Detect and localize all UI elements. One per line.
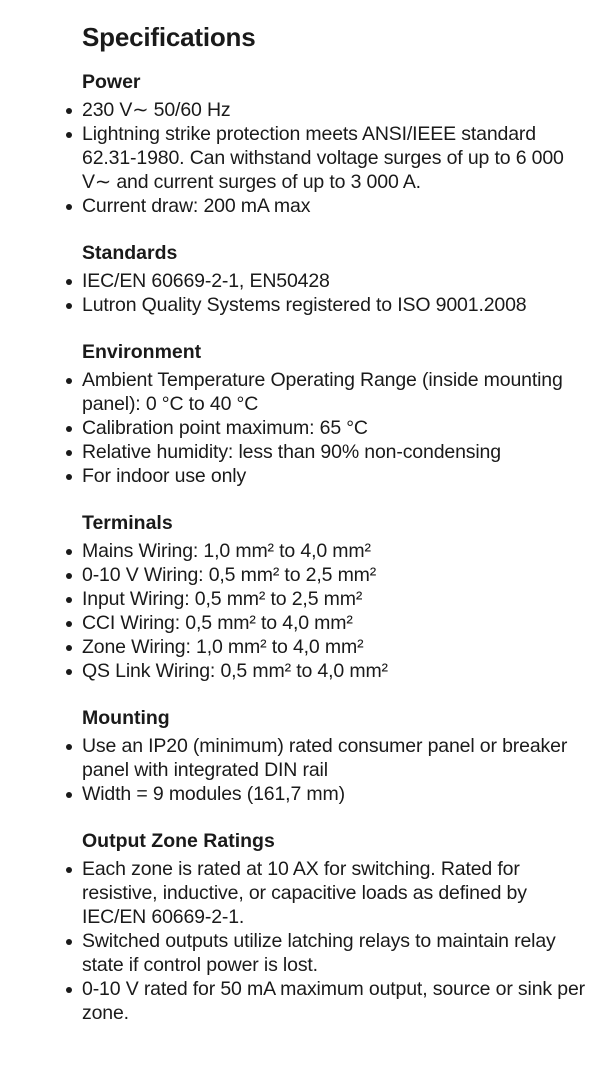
page-title: Specifications [82, 22, 256, 52]
section-environment [64, 340, 594, 488]
list-item: Each zone is rated at 10 AX for switching. Rated for resistive, inductive, or capacitive loads as defined by IEC/EN 60669-2-1. [64, 857, 594, 929]
bullet-list [64, 539, 594, 683]
list-item: QS Link Wiring: 0,5 mm² to 4,0 mm² [64, 659, 594, 683]
list-item: 230 V∼ 50/60 Hz [64, 98, 594, 122]
list-item: Relative humidity: less than 90% non-condensing [64, 440, 594, 464]
list-item: Lutron Quality Systems registered to ISO 9001.2008 [64, 293, 594, 317]
list-item: Input Wiring: 0,5 mm² to 2,5 mm² [64, 587, 594, 611]
list-item: Calibration point maximum: 65 °C [64, 416, 594, 440]
section-heading: Output Zone Ratings [82, 830, 275, 852]
list-item: CCI Wiring: 0,5 mm² to 4,0 mm² [64, 611, 594, 635]
list-item: Zone Wiring: 1,0 mm² to 4,0 mm² [64, 635, 594, 659]
section-heading: Standards [82, 242, 178, 264]
section-mounting [64, 706, 594, 806]
section-power [64, 70, 594, 218]
section-heading: Mounting [82, 707, 170, 729]
section-heading: Environment [82, 341, 202, 363]
list-item: Use an IP20 (minimum) rated consumer panel or breaker panel with integrated DIN rail [64, 734, 594, 782]
section-heading: Terminals [82, 512, 173, 534]
bullet-list [64, 98, 594, 218]
bullet-list [64, 269, 594, 317]
list-item: Switched outputs utilize latching relays to maintain relay state if control power is lost. [64, 929, 594, 977]
list-item: Ambient Temperature Operating Range (inside mounting panel): 0 °C to 40 °C [64, 368, 594, 416]
list-item: 0-10 V Wiring: 0,5 mm² to 2,5 mm² [64, 563, 594, 587]
section-output-zone-ratings [64, 829, 594, 1025]
bullet-list [64, 857, 594, 1025]
list-item: Width = 9 modules (161,7 mm) [64, 782, 594, 806]
list-item: Lightning strike protection meets ANSI/IEEE standard 62.31-1980. Can withstand voltage surges of up to 6 000 V∼ and current surges of up to 3 000 A. [64, 122, 594, 194]
list-item: IEC/EN 60669-2-1, EN50428 [64, 269, 594, 293]
bullet-list [64, 734, 594, 806]
section-heading: Power [82, 71, 141, 93]
list-item: Current draw: 200 mA max [64, 194, 594, 218]
section-standards [64, 241, 594, 317]
list-item: For indoor use only [64, 464, 594, 488]
bullet-list [64, 368, 594, 488]
list-item: Mains Wiring: 1,0 mm² to 4,0 mm² [64, 539, 594, 563]
section-terminals [64, 511, 594, 683]
list-item: 0-10 V rated for 50 mA maximum output, source or sink per zone. [64, 977, 594, 1025]
